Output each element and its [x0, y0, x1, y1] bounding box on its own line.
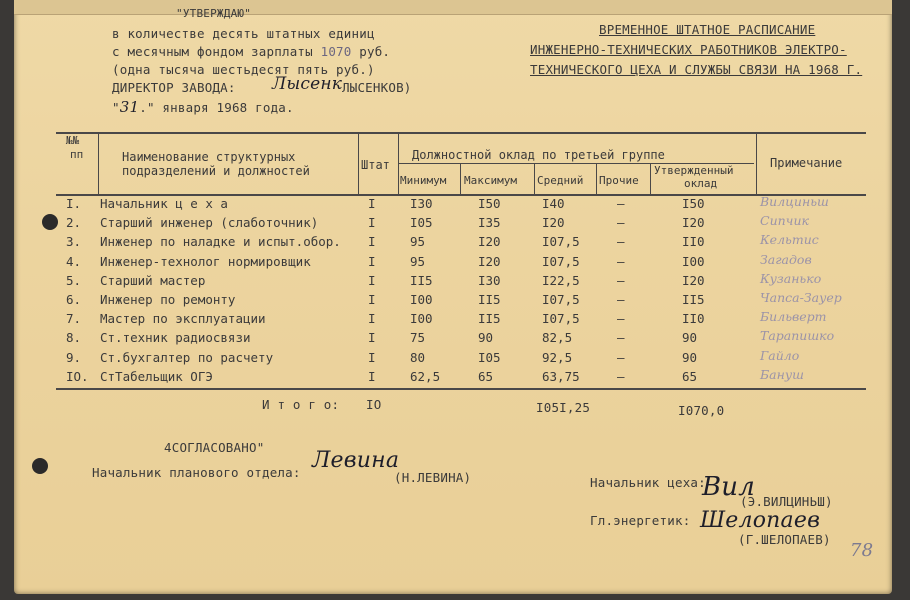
header-approved2: оклад: [684, 177, 718, 190]
col-divider: [534, 164, 535, 195]
row-5-n: 5.: [66, 272, 82, 288]
col-divider: [98, 133, 99, 195]
total-staff: IO: [366, 397, 382, 412]
approval-line1: в количестве десять штатных единиц: [112, 26, 375, 41]
row-6-name: Инженер по ремонту: [100, 292, 236, 307]
header-salary-group: Должностной оклад по третьей группе: [412, 148, 665, 162]
row-5-name: Старший мастер: [100, 272, 206, 288]
row-1-name: Начальник ц е х а: [100, 196, 228, 211]
row-5-staff: I: [368, 272, 376, 288]
row-4-n: 4.: [66, 253, 82, 269]
row-7-max: II5: [478, 311, 501, 327]
row-3-staff: I: [368, 234, 376, 250]
chief-signature: Вил: [702, 472, 756, 502]
row-6-min: I00: [410, 292, 433, 307]
total-label: И т о г о:: [262, 397, 340, 412]
row-9-staff: I: [368, 349, 376, 365]
row-10-other: –: [617, 368, 625, 384]
title-line2: ИНЖЕНЕРНО-ТЕХНИЧЕСКИХ РАБОТНИКОВ ЭЛЕКТРО-: [530, 42, 847, 57]
row-10-max: 65: [478, 368, 494, 384]
row-10-name: СтТабельщик ОГЭ: [100, 368, 213, 384]
title-line3: ТЕХНИЧЕСКОГО ЦЕХА И СЛУЖБЫ СВЯЗИ НА 1968 Г.: [530, 62, 863, 77]
row-10-min: 62,5: [410, 368, 441, 384]
row-7-other: –: [617, 311, 625, 327]
row-8-max: 90: [478, 330, 494, 346]
agreed-heading: 4СОГЛАСОВАНО": [164, 440, 265, 455]
row-1-avg: I40: [542, 196, 565, 211]
row-2-min: I05: [410, 215, 433, 231]
row-6-staff: I: [368, 292, 376, 307]
row-3-n: 3.: [66, 234, 82, 250]
date-rest: января 1968 года.: [162, 100, 294, 115]
previous-page-edge: [14, 0, 892, 15]
approval-heading: "УТВЕРЖДАЮ": [176, 7, 252, 20]
total-avg: I05I,25: [536, 400, 591, 415]
row-2-note: Сипчик: [760, 213, 809, 229]
header-name2: подразделений и должностей: [122, 164, 310, 178]
row-9-n: 9.: [66, 349, 82, 365]
row-4-max: I20: [478, 253, 501, 269]
row-1-max: I50: [478, 196, 501, 211]
row-1-other: –: [617, 196, 625, 211]
approval-line2-suffix: руб.: [359, 44, 391, 59]
row-6-approved: II5: [682, 292, 705, 307]
document-page: [14, 0, 892, 594]
header-other: Прочие: [599, 174, 639, 187]
row-8-avg: 82,5: [542, 330, 573, 346]
col-divider: [358, 133, 359, 195]
row-3-approved: II0: [682, 234, 705, 250]
header-staff: Штат: [361, 158, 390, 172]
row-6-other: –: [617, 292, 625, 307]
header-approved1: Утвержденный: [654, 164, 734, 177]
energy-signature: Шелопаев: [700, 508, 821, 533]
row-10-staff: I: [368, 368, 376, 384]
row-4-avg: I07,5: [542, 253, 580, 269]
col-divider: [756, 133, 757, 195]
row-4-note: Загадов: [760, 251, 812, 267]
page-number: 78: [850, 540, 874, 561]
total-approved: I070,0: [678, 403, 725, 418]
row-2-name: Старший инженер (слаботочник): [100, 215, 319, 231]
row-5-min: II5: [410, 272, 433, 288]
row-6-avg: I07,5: [542, 292, 580, 307]
chief-label: Начальник цеха:: [590, 475, 706, 490]
row-9-note: Гайло: [760, 347, 800, 363]
row-7-name: Мастер по эксплуатации: [100, 311, 266, 327]
row-7-avg: I07,5: [542, 311, 580, 327]
row-2-n: 2.: [66, 215, 82, 231]
row-9-min: 80: [410, 349, 426, 365]
director-signature: Лысенк: [272, 74, 343, 94]
row-10-note: Бануш: [760, 366, 804, 382]
director-label: ДИРЕКТОР ЗАВОДА:: [112, 80, 236, 95]
row-2-staff: I: [368, 215, 376, 231]
row-10-approved: 65: [682, 368, 698, 384]
row-8-note: Тарапишко: [760, 328, 835, 344]
approval-line3: (одна тысяча шестьдесят пять руб.): [112, 62, 375, 77]
row-7-approved: II0: [682, 311, 705, 327]
header-min: Минимум: [400, 174, 447, 187]
row-1-note: Вилциньш: [760, 194, 829, 209]
col-divider: [596, 164, 597, 195]
row-3-other: –: [617, 234, 625, 250]
col-divider: [398, 133, 399, 195]
row-5-max: I30: [478, 272, 501, 288]
row-1-approved: I50: [682, 196, 705, 211]
row-7-staff: I: [368, 311, 376, 327]
row-10-avg: 63,75: [542, 368, 580, 384]
row-2-max: I35: [478, 215, 501, 231]
date-day: 31: [119, 98, 140, 116]
row-9-max: I05: [478, 349, 501, 365]
row-8-staff: I: [368, 330, 376, 346]
col-divider: [460, 164, 461, 195]
table-bottom-border: [56, 388, 866, 390]
planning-name: (Н.ЛЕВИНА): [394, 470, 472, 485]
row-5-other: –: [617, 272, 625, 288]
row-9-name: Ст.бухгалтер по расчету: [100, 349, 274, 365]
row-3-avg: I07,5: [542, 234, 580, 250]
row-6-n: 6.: [66, 292, 82, 307]
title-line1: ВРЕМЕННОЕ ШТАТНОЕ РАСПИСАНИЕ: [599, 22, 816, 37]
row-3-min: 95: [410, 234, 426, 250]
punch-hole: [42, 214, 58, 230]
row-10-n: IO.: [66, 368, 89, 384]
planning-label: Начальник планового отдела:: [92, 465, 301, 480]
row-3-max: I20: [478, 234, 501, 250]
header-num1: №№: [66, 134, 80, 147]
row-5-approved: I20: [682, 272, 705, 288]
row-3-name: Инженер по наладке и испыт.обор.: [100, 234, 341, 250]
row-9-approved: 90: [682, 349, 698, 365]
row-4-other: –: [617, 253, 625, 269]
row-7-note: Бильверт: [760, 309, 827, 325]
row-4-staff: I: [368, 253, 376, 269]
row-2-avg: I20: [542, 215, 565, 231]
approval-amount: 1070: [320, 44, 352, 59]
approval-line2-prefix: с месячным фондом зарплаты: [112, 44, 313, 59]
row-4-approved: I00: [682, 253, 705, 269]
row-5-note: Кузанько: [760, 270, 822, 286]
row-2-other: –: [617, 215, 625, 231]
row-8-min: 75: [410, 330, 426, 346]
row-6-note: Чапса-Зауер: [760, 290, 842, 305]
header-name1: Наименование структурных: [122, 150, 296, 164]
row-5-avg: I22,5: [542, 272, 580, 288]
row-1-staff: I: [368, 196, 376, 211]
energy-label: Гл.энергетик:: [590, 513, 691, 528]
row-9-other: –: [617, 349, 625, 365]
energy-name: (Г.ШЕЛОПАЕВ): [738, 532, 831, 547]
row-6-max: II5: [478, 292, 501, 307]
row-4-name: Инженер-технолог нормировщик: [100, 253, 311, 269]
planning-signature: Левина: [312, 448, 400, 473]
row-4-min: 95: [410, 253, 426, 269]
row-7-n: 7.: [66, 311, 82, 327]
header-avg: Средний: [537, 174, 584, 187]
row-2-approved: I20: [682, 215, 705, 231]
row-8-name: Ст.техник радиосвязи: [100, 330, 251, 346]
row-1-min: I30: [410, 196, 433, 211]
approval-date: "31." января 1968 года.: [112, 98, 294, 116]
row-8-other: –: [617, 330, 625, 346]
row-7-min: I00: [410, 311, 433, 327]
table-top-border: [56, 132, 866, 134]
director-name: ЛЫСЕНКОВ): [342, 80, 412, 95]
punch-hole: [32, 458, 48, 474]
header-max: Максимум: [464, 174, 517, 187]
row-8-n: 8.: [66, 330, 82, 346]
col-divider: [650, 164, 651, 195]
row-3-note: Кельтис: [760, 232, 819, 248]
header-note: Примечание: [770, 156, 843, 170]
row-1-n: I.: [66, 196, 82, 211]
header-num2: пп: [70, 148, 84, 161]
row-9-avg: 92,5: [542, 349, 573, 365]
approval-line2: [112, 44, 390, 59]
chief-name: (Э.ВИЛЦИНЬШ): [740, 494, 833, 509]
row-8-approved: 90: [682, 330, 698, 346]
